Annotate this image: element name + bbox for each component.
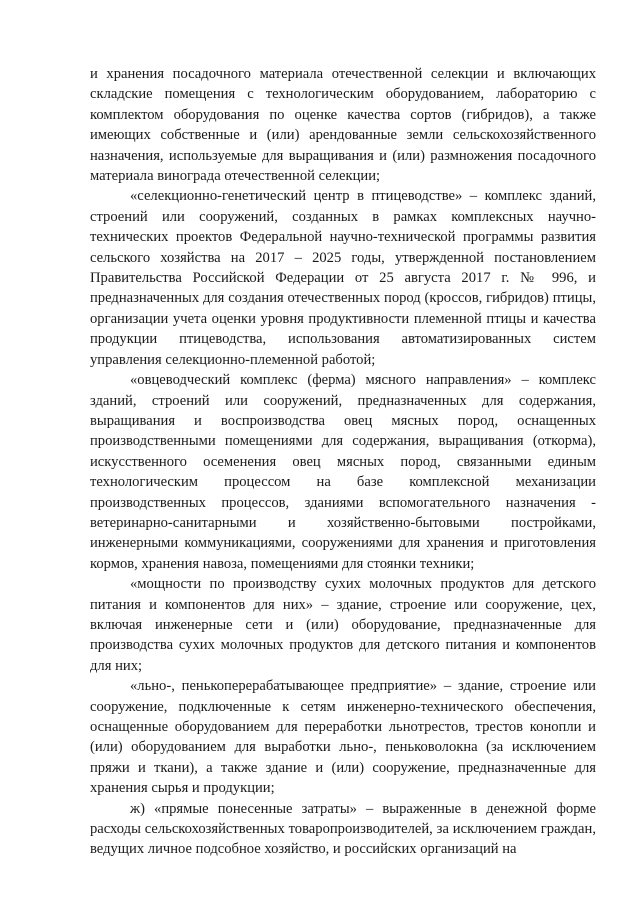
document-page <box>90 64 596 860</box>
paragraph-poultry-breeding-center: «селекционно-генетический центр в птицеводстве» – комплекс зданий, строений или сооружений, созданных в рамках комплексных научно-технических проектов Федеральной научно-технической программы развития сельского хозяйства на 2017 – 2025 годы, утвержденной постановлением Правительства Российской Федерации от 25 августа 2017 г. № 996, и предназначенных для создания отечественных пород (кроссов, гибридов) птицы, организации учета оценки уровня продуктивности племенной птицы и качества продукции птицеводства, использования автоматизированных систем управления селекционно-племенной работой; <box>90 188 596 368</box>
paragraph-flax-hemp-enterprise: «льно-, пенькоперерабатывающее предприятие» – здание, строение или сооружение, подключенные к сетям инженерно-технического обеспечения, оснащенные оборудованием для переработки льнотрестов, трестов конопли и (или) оборудованием для выработки льно-, пеньковолокна (за исключением пряжи и ткани), а также здание и (или) сооружение, предназначенные для хранения сырья и продукции; <box>90 678 596 797</box>
paragraph-sheep-complex: «овцеводческий комплекс (ферма) мясного направления» – комплекс зданий, строений или сооружений, предназначенных для содержания, выращивания и воспроизводства овец мясных пород, оснащенных производственными помещениями для содержания, выращивания (откорма), искусственного осеменения овец мясных пород, связанными единым технологическим процессом на базе комплексной механизации производственных процессов, зданиями вспомогательного назначения - ветеринарно-санитарными и хозяйственно-бытовыми постройками, инженерными коммуникациями, сооружениями для хранения и приготовления кормов, хранения навоза, помещениями для стоянки техники; <box>90 372 596 572</box>
paragraph-direct-costs: ж) «прямые понесенные затраты» – выраженные в денежной форме расходы сельскохозяйственных товаропроизводителей, за исключением граждан, ведущих личное подсобное хозяйство, и российских организаций на <box>90 800 596 858</box>
paragraph-grape-nursery-continuation: и хранения посадочного материала отечественной селекции и включающих складские помещения с технологическим оборудованием, лабораторию с комплектом оборудования по оценке качества сортов (гибридов), а также имеющих собственные и (или) арендованные земли сельскохозяйственного назначения, используемые для выращивания и (или) размножения посадочного материала винограда отечественной селекции; <box>90 66 596 185</box>
paragraph-dry-milk-capacity: «мощности по производству сухих молочных продуктов для детского питания и компонентов для них» – здание, строение или сооружение, цех, включая инженерные сети и (или) оборудование, предназначенные для производства сухих молочных продуктов для детского питания и компонентов для них; <box>90 576 596 674</box>
